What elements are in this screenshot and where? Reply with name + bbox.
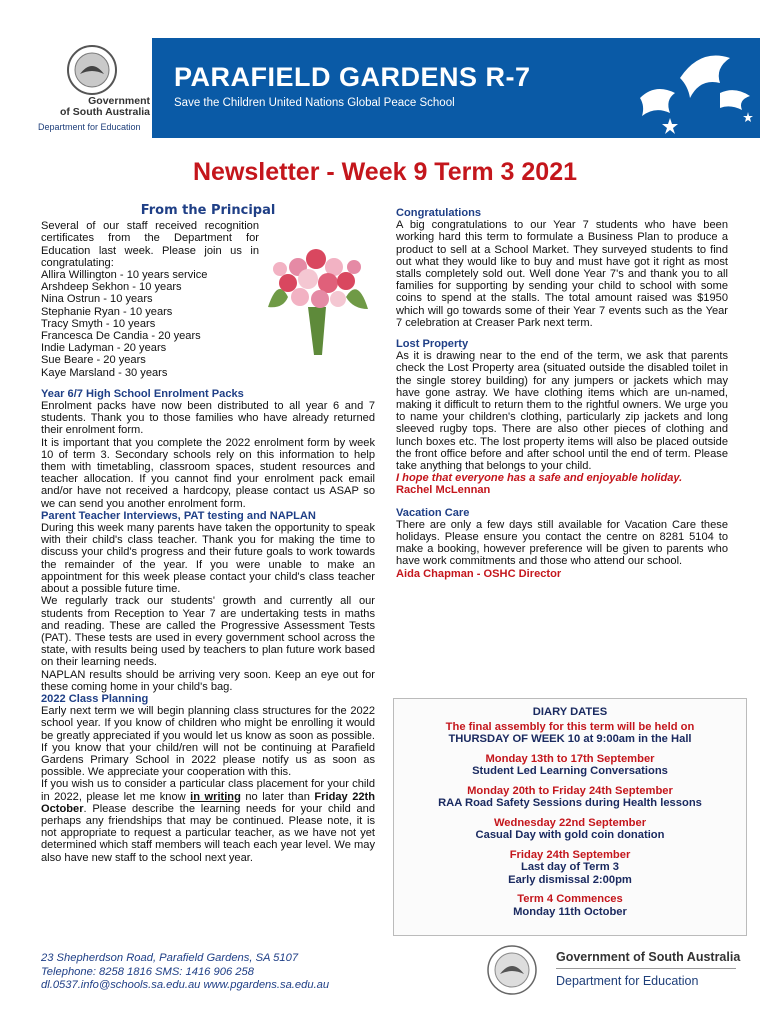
vacation-care-paragraph: There are only a few days still available for Vacation Care these holidays. Please ensure you contact the centre on 8281 5104 to make a booking, however preference will be given to parents who have work commitments and those who attend our school. — [396, 518, 728, 568]
right-column — [396, 207, 728, 580]
footer-dept-name: Department for Education — [556, 974, 699, 988]
crest-icon — [66, 44, 118, 96]
pt-heading: Parent Teacher Interviews, PAT testing and NAPLAN — [41, 509, 316, 522]
school-tagline: Save the Children United Nations Global Peace School — [174, 97, 455, 109]
list-item: Sue Beare - 20 years — [41, 354, 146, 367]
diary-heading: DIARY DATES — [532, 706, 608, 718]
phone-numbers: Telephone: 8258 1816 SMS: 1416 906 258 — [41, 965, 254, 978]
awards-list — [41, 269, 259, 379]
crest-icon — [486, 944, 538, 996]
list-item: Francesca De Candia - 20 years — [41, 330, 201, 343]
divider — [556, 968, 736, 969]
enrol-paragraph: Enrolment packs have now been distributed to all year 6 and 7 students. Thank you to those families who have already returned their enrolment form. — [41, 400, 375, 437]
diary-item: Wednesday 22nd September Casual Day with gold coin donation — [475, 816, 665, 841]
list-item: Kaye Marsland - 30 years — [41, 366, 168, 379]
congrats-heading: Congratulations — [396, 207, 482, 219]
enrol-heading: Year 6/7 High School Enrolment Packs — [41, 387, 244, 400]
diary-item: Term 4 Commences Monday 11th October — [513, 893, 627, 918]
pt-paragraph: NAPLAN results should be arriving very soon. Keep an eye out for these coming home in your child's bag. — [41, 668, 375, 693]
list-item: Nina Ostrun - 10 years — [41, 293, 153, 306]
address: 23 Shepherdson Road, Parafield Gardens, SA 5107 — [41, 952, 299, 964]
list-item: Stephanie Ryan - 10 years — [41, 305, 173, 318]
oshc-signature: Aida Chapman - OSHC Director — [396, 567, 562, 580]
plan-heading: 2022 Class Planning — [41, 692, 149, 705]
congrats-paragraph: A big congratulations to our Year 7 students who have been working hard this term to formulate a Business Plan to produce a product to sell at a School Market. They surveyed students to find out what they would like to buy and must have got it right as most stalls completely sold out. Well done Year 7's and thank you to all families for supporting by sending your child to school with some coins to spend at the stalls. The total amount raised was $1950 which will go towards some of their Year 7 events such as the Year 7 celebration at Creaser Park next term. — [396, 219, 728, 329]
diary-item: Friday 24th September Last day of Term 3 Early dismissal 2:00pm — [508, 848, 632, 886]
principal-heading: From the Principal — [140, 203, 276, 218]
plan-paragraph: Early next term we will begin planning class structures for the 2022 school year. If you know of children who might be enrolling it would be greatly appreciated if you would let us know as soon as possible. If you know that your child/ren will not be continuing at Parafield Gardens Primary School in 2022 please notify us as soon as possible. We appreciate your cooperation with this. — [41, 705, 375, 779]
footer-gov-name: Government of South Australia — [556, 950, 741, 964]
vacation-care-heading: Vacation Care — [396, 506, 470, 519]
principal-section — [41, 220, 259, 379]
list-item: Tracy Smyth - 10 years — [41, 317, 156, 330]
footer-contact — [41, 952, 329, 993]
pt-paragraph: We regularly track our students' growth and currently all our students from Reception to Year 7 are undertaking tests in maths and reading. These are called the Progressive Assessment Tests (PAT). These tests are used in every government school across the state, with results being used by teachers to plan future work based on their learning needs. — [41, 595, 375, 669]
school-banner — [152, 38, 760, 138]
principal-intro: Several of our staff received recognition certificates from the Department for Education last week. Please join us in congratulating: — [41, 220, 259, 269]
dept-name: Department for Education — [38, 122, 141, 132]
diary-item: The final assembly for this term will be held on THURSDAY OF WEEK 10 at 9:00am in the Hall — [445, 720, 695, 745]
diary-dates-box — [393, 698, 747, 936]
diary-item: Monday 13th to 17th September Student Led Learning Conversations — [472, 752, 668, 777]
principal-signature: Rachel McLennan — [396, 484, 491, 497]
enrol-paragraph: It is important that you complete the 2022 enrolment form by week 10 of term 3. Secondary schools rely on this information to help them with timetabling, classroom spaces, student resources and teacher allocation. If you cannot find your enrolment pack email and/or have not received a hardcopy, please contact us ASAP so we can send you another enrolment form. — [41, 436, 375, 510]
school-name: PARAFIELD GARDENS R-7 — [174, 62, 531, 92]
footer-gov-logo — [486, 944, 746, 1000]
gov-name: Government of South Australia — [59, 95, 150, 118]
holiday-wish: I hope that everyone has a safe and enjoyable holiday. — [396, 472, 683, 485]
plan-paragraph: If you wish us to consider a particular class placement for your child in 2022, please let me know in writing no later than Friday 22th October. Please describe the learning needs for your child and perhaps any friendships that may be continued. Please note, it is not appropriate to request a particular teacher, as we have not yet determined which staff members will teach each year level. We may also have new staff to the school next year. — [41, 778, 376, 864]
newsletter-title: Newsletter - Week 9 Term 3 2021 — [193, 158, 577, 186]
email-web: dl.0537.info@schools.sa.edu.au www.pgardens.sa.edu.au — [41, 979, 330, 991]
list-item: Indie Ladyman - 20 years — [41, 342, 167, 355]
pt-paragraph: During this week many parents have taken the opportunity to speak with their child's class teacher. Thank you for making the time to discuss your child's progress and their future goals to work towards the remainder of the year. If you were unable to make an appointment for this week please contact your child's class teacher about a possible future time. — [41, 522, 375, 596]
lost-property-paragraph: As it is drawing near to the end of the term, we ask that parents check the Lost Property area (situated outside the disabled toilet in the single storey building) for any jumpers or jackets which may have gone astray. We have clothing items which are un-named, making it difficult to return them to the rightful owners. We urge you to name your children's clothing, particularly zip jackets and long sleeved rugby tops. There are also other pieces of clothing and lunch boxes etc. The lost property items will also be placed outside the front office before and after school until the end of term. Please take anything that belongs to your child. — [396, 350, 728, 473]
diary-item: Monday 20th to Friday 24th September RAA Road Safety Sessions during Health lessons — [438, 784, 702, 809]
list-item: Arshdeep Sekhon - 10 years — [41, 281, 182, 294]
lost-property-heading: Lost Property — [396, 338, 469, 351]
gov-logo — [0, 38, 152, 138]
doves-icon — [620, 38, 760, 138]
flower-bouquet-image — [258, 237, 376, 357]
list-item: Allira Willington - 10 years service — [41, 269, 208, 282]
